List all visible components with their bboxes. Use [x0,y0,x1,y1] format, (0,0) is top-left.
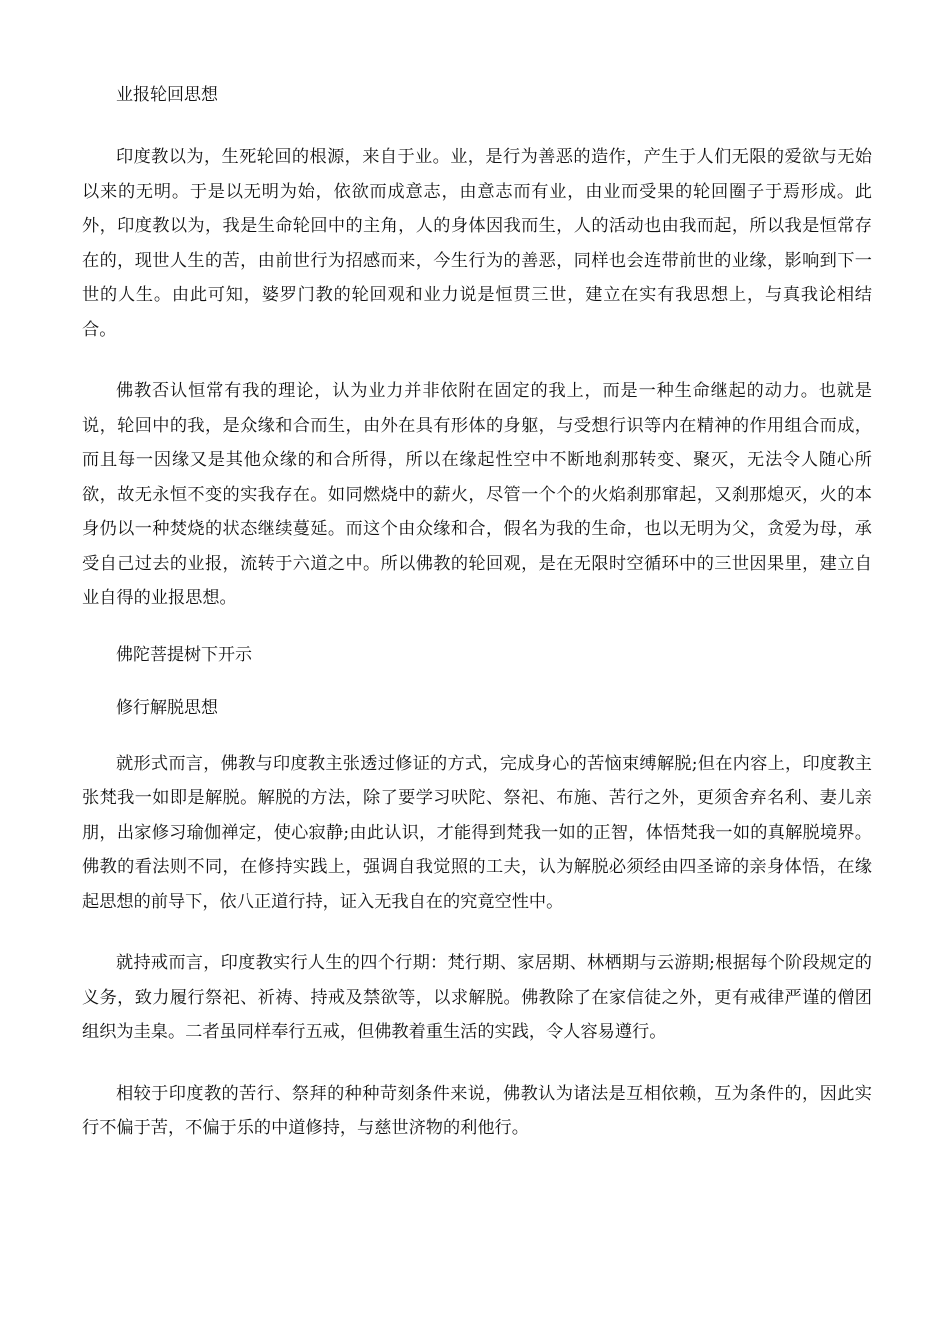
paragraph-hindu-karma: 印度教以为，生死轮回的根源，来自于业。业，是行为善恶的造作，产生于人们无限的爱欲与无始以来的无明。于是以无明为始，依欲而成意志，由意志而有业，由业而受果的轮回圈子于焉形成。此外，印度教以为，我是生命轮回中的主角，人的身体因我而生，人的活动也由我而起，所以我是恒常存在的，现世人生的苦，由前世行为招感而来，今生行为的善恶，同样也会连带前世的业缘，影响到下一世的人生。由此可知，婆罗门教的轮回观和业力说是恒贯三世，建立在实有我思想上，与真我论相结合。 [82,147,872,340]
heading-karma-rebirth: 业报轮回思想 [116,85,218,105]
paragraph-buddhist-karma: 佛教否认恒常有我的理论，认为业力并非依附在固定的我上，而是一种生命继起的动力。也就是说，轮回中的我，是众缘和合而生，由外在具有形体的身躯，与受想行识等内在精神的作用组合而成，而且每一因缘又是其他众缘的和合所得，所以在缘起性空中不断地刹那转变、聚灭，无法令人随心所欲，故无永恒不变的实我存在。如同燃烧中的薪火，尽管一个个的火焰刹那窜起，又刹那熄灭，火的本身仍以一种焚烧的状态继续蔓延。而这个由众缘和合，假名为我的生命，也以无明为父，贪爱为母，承受自己过去的业报，流转于六道之中。所以佛教的轮回观，是在无限时空循环中的三世因果里，建立自业自得的业报思想。 [82,381,872,608]
paragraph-middle-way: 相较于印度教的苦行、祭拜的种种苛刻条件来说，佛教认为诸法是互相依赖，互为条件的，因此实行不偏于苦，不偏于乐的中道修持，与慈世济物的利他行。 [82,1083,872,1138]
document-body [82,70,872,1146]
heading-practice-liberation: 修行解脱思想 [116,697,218,718]
paragraph-form-of-liberation: 就形式而言，佛教与印度教主张透过修证的方式，完成身心的苦恼束缚解脱;但在内容上，印度教主张梵我一如即是解脱。解脱的方法，除了要学习吠陀、祭祀、布施、苦行之外，更须舍弃名利、妻儿亲朋，出家修习瑜伽禅定，使心寂静;由此认识，才能得到梵我一如的正智，体悟梵我一如的真解脱境界。佛教的看法则不同，在修持实践上，强调自我觉照的工夫，认为解脱必须经由四圣谛的亲身体悟，在缘起思想的前导下，依八正道行持，证入无我自在的究竟空性中。 [82,753,872,912]
heading-buddha-bodhi-tree: 佛陀菩提树下开示 [116,644,252,665]
paragraph-precepts: 就持戒而言，印度教实行人生的四个行期：梵行期、家居期、林栖期与云游期;根据每个阶段规定的义务，致力履行祭祀、祈祷、持戒及禁欲等，以求解脱。佛教除了在家信徒之外，更有戒律严谨的僧团组织为圭臬。二者虽同样奉行五戒，但佛教着重生活的实践，令人容易遵行。 [82,953,872,1042]
